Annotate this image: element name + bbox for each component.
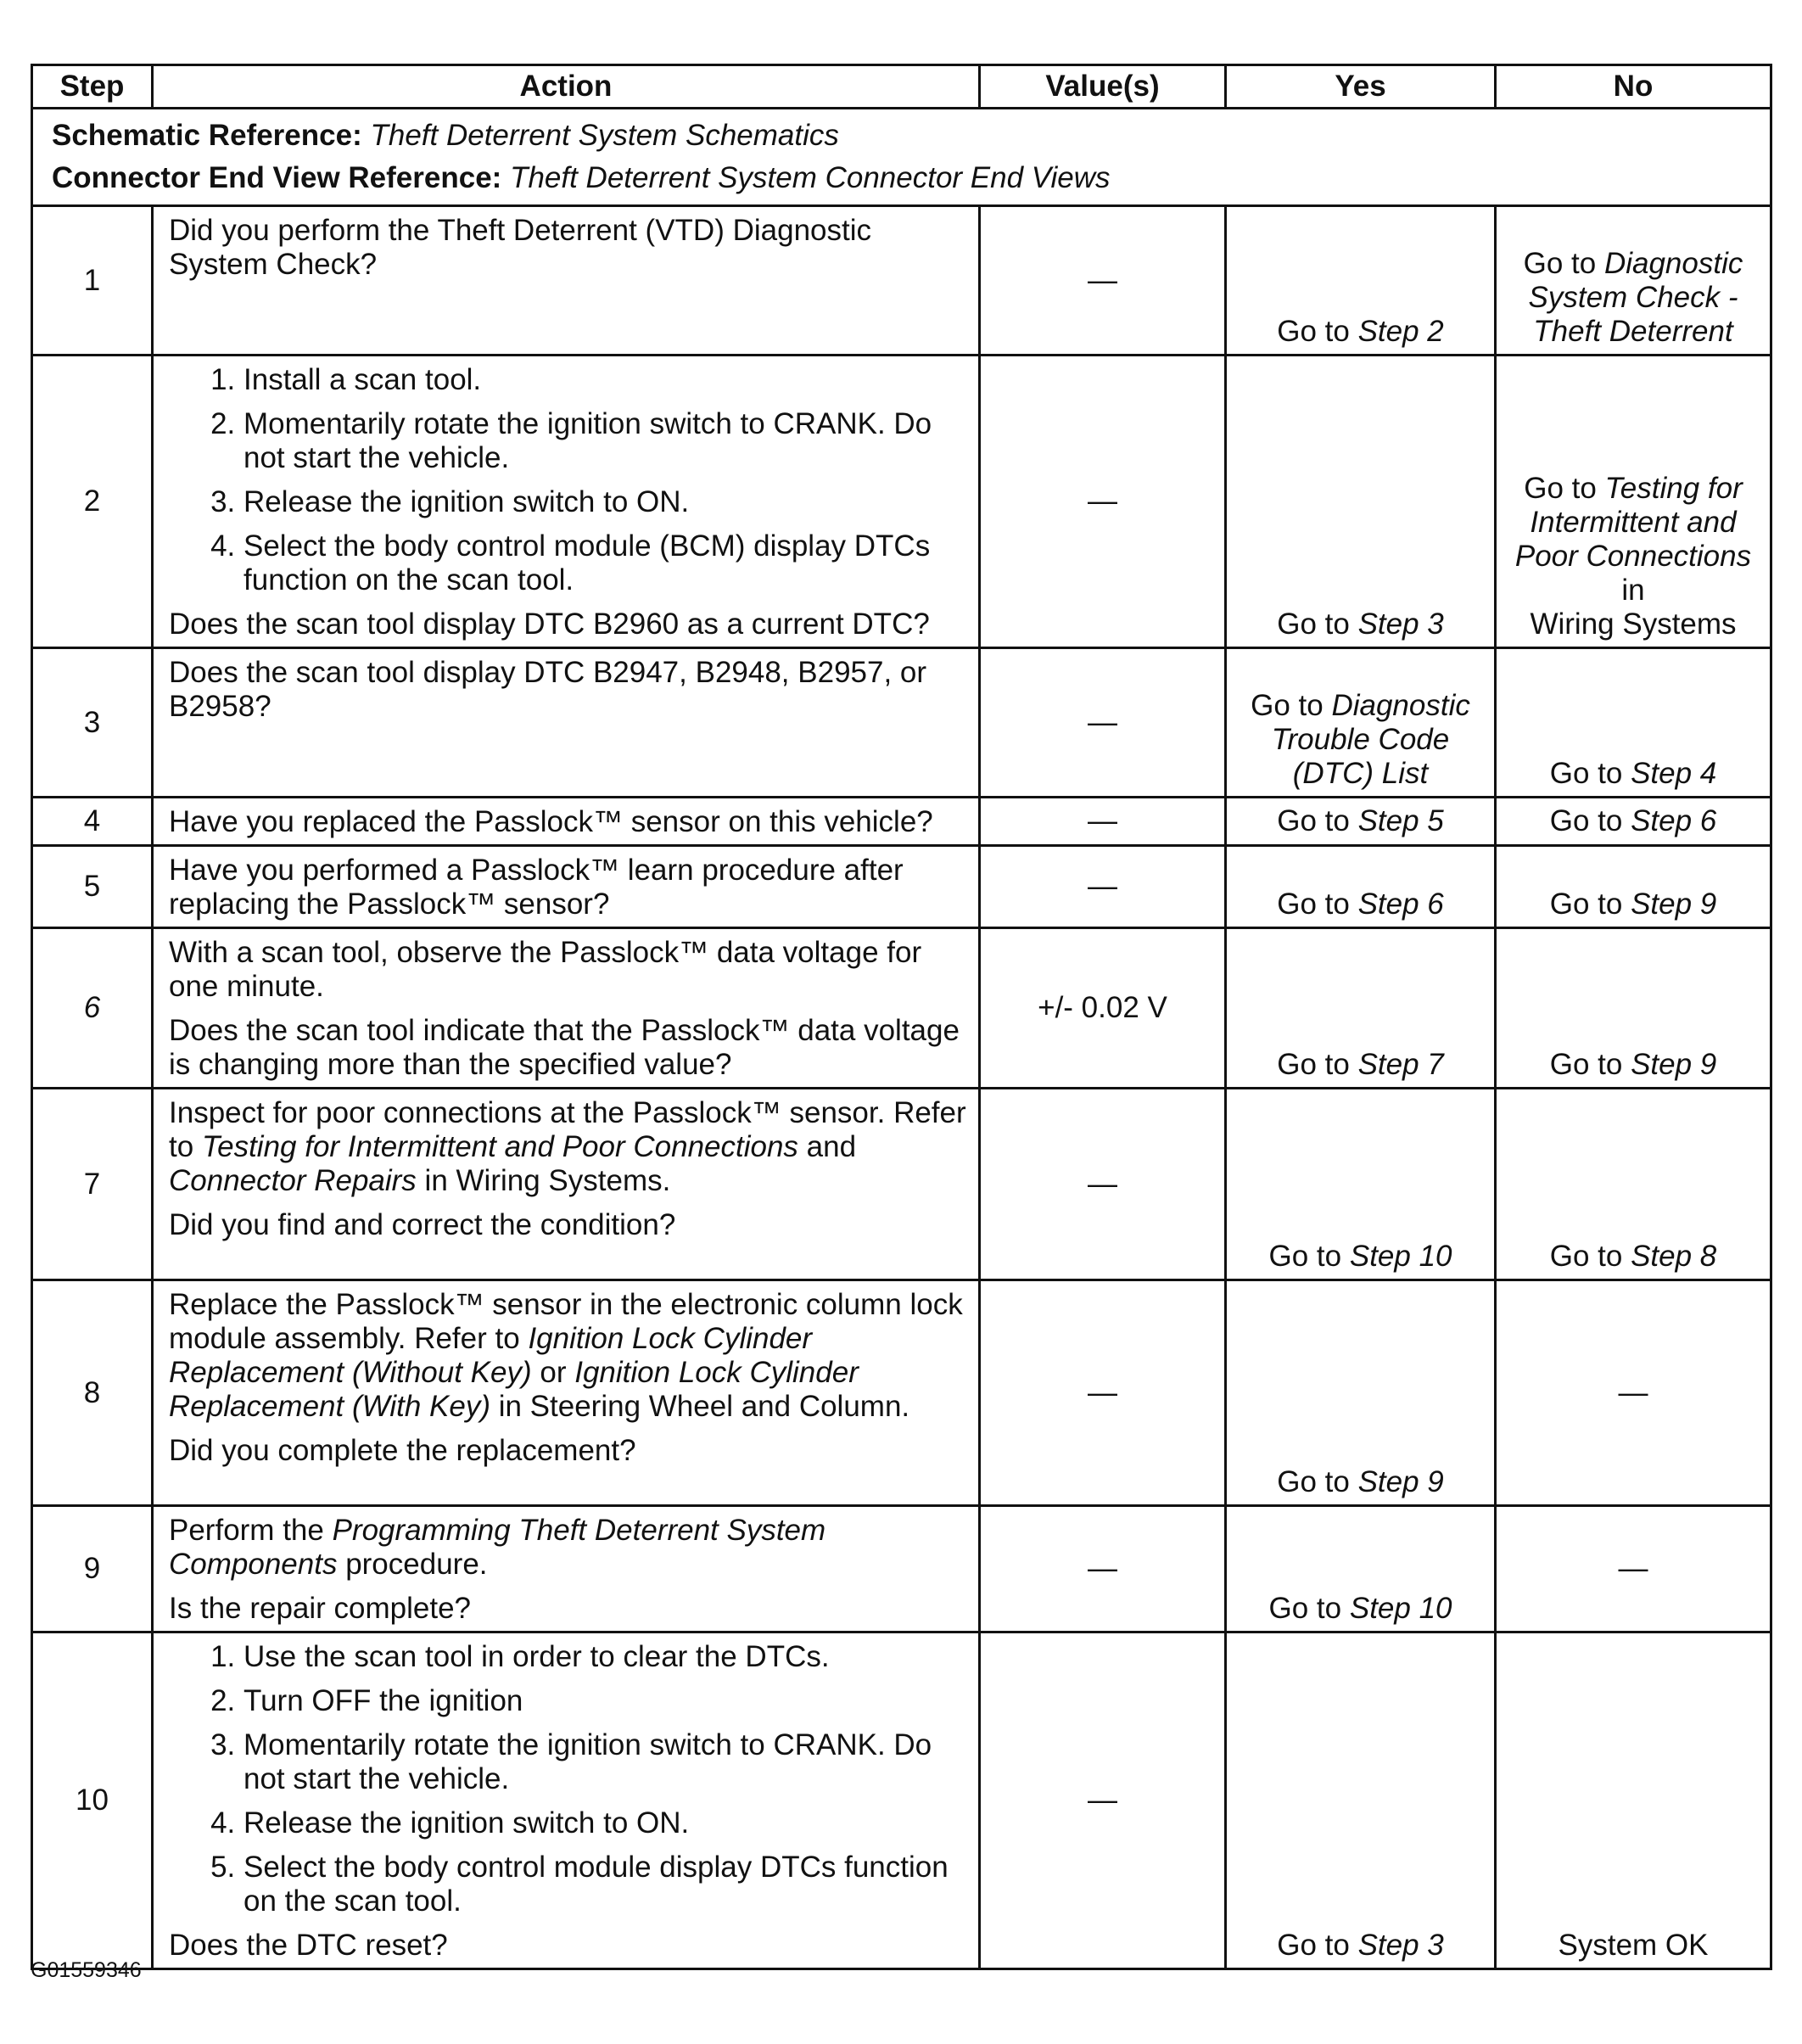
no-cell bbox=[1496, 798, 1771, 846]
action-text-part: Inspect for poor connections at the Passlock™ sensor. Refer to bbox=[169, 1096, 966, 1163]
yes-cell bbox=[1226, 648, 1496, 798]
yes-link[interactable]: Step 2 bbox=[1357, 315, 1444, 348]
step-value: +/- 0.02 V bbox=[980, 928, 1226, 1089]
step-action bbox=[153, 846, 980, 928]
action-ref-link[interactable]: Testing for Intermittent and Poor Connections bbox=[201, 1130, 798, 1163]
step-value: — bbox=[980, 1632, 1226, 1969]
step-value: — bbox=[980, 206, 1226, 356]
step-number: 5 bbox=[32, 846, 153, 928]
yes-prefix: Go to bbox=[1277, 804, 1350, 837]
reference-row bbox=[32, 109, 1771, 206]
step-action bbox=[153, 798, 980, 846]
action-list-item: 1. Install a scan tool. bbox=[243, 363, 966, 397]
action-ref-link[interactable]: Ignition Lock Cylinder Replacement (With Key) bbox=[169, 1356, 859, 1423]
step-action bbox=[153, 1280, 980, 1506]
action-text-part: or bbox=[540, 1356, 567, 1389]
action-text bbox=[169, 1288, 966, 1424]
yes-prefix: Go to bbox=[1277, 1048, 1350, 1081]
no-cell bbox=[1496, 356, 1771, 648]
step-action bbox=[153, 356, 980, 648]
diagnostic-table-container bbox=[31, 64, 1770, 1970]
action-list-item: 3. Momentarily rotate the ignition switch to CRANK. Do not start the vehicle. bbox=[243, 1728, 966, 1796]
table-row bbox=[32, 1632, 1771, 1969]
yes-link[interactable]: Step 10 bbox=[1349, 1240, 1452, 1273]
yes-prefix: Go to bbox=[1277, 888, 1350, 921]
step-number: 3 bbox=[32, 648, 153, 798]
no-prefix: Go to bbox=[1549, 1048, 1623, 1081]
yes-prefix: Go to bbox=[1277, 1465, 1350, 1498]
schematic-reference-link[interactable]: Theft Deterrent System Schematics bbox=[370, 119, 839, 152]
table-row bbox=[32, 1506, 1771, 1632]
schematic-reference-label: Schematic Reference: bbox=[52, 119, 362, 152]
yes-prefix: Go to bbox=[1277, 315, 1350, 348]
connector-reference-label: Connector End View Reference: bbox=[52, 161, 502, 194]
yes-prefix: Go to bbox=[1277, 1929, 1350, 1962]
step-value: — bbox=[980, 1089, 1226, 1280]
yes-link[interactable]: Step 6 bbox=[1357, 888, 1444, 921]
table-row bbox=[32, 846, 1771, 928]
header-step: Step bbox=[32, 65, 153, 109]
action-list bbox=[169, 363, 966, 597]
no-link[interactable]: Step 4 bbox=[1631, 757, 1717, 790]
header-action: Action bbox=[153, 65, 980, 109]
no-cell bbox=[1496, 1089, 1771, 1280]
no-cell bbox=[1496, 648, 1771, 798]
action-list-item: 4. Select the body control module (BCM) display DTCs function on the scan tool. bbox=[243, 529, 966, 597]
step-number: 7 bbox=[32, 1089, 153, 1280]
no-cell: — bbox=[1496, 1280, 1771, 1506]
yes-cell bbox=[1226, 206, 1496, 356]
yes-link[interactable]: Step 3 bbox=[1357, 1929, 1444, 1962]
step-value: — bbox=[980, 798, 1226, 846]
no-prefix: Go to bbox=[1524, 472, 1597, 505]
action-list-item: 2. Turn OFF the ignition bbox=[243, 1684, 966, 1718]
no-link[interactable]: Step 9 bbox=[1631, 1048, 1717, 1081]
yes-cell bbox=[1226, 1506, 1496, 1632]
no-cell: — bbox=[1496, 1506, 1771, 1632]
action-question: Does the scan tool indicate that the Passlock™ data voltage is changing more than the specified value? bbox=[169, 1014, 960, 1081]
action-text: With a scan tool, observe the Passlock™ data voltage for one minute. bbox=[169, 936, 922, 1003]
step-number: 4 bbox=[32, 798, 153, 846]
no-cell bbox=[1496, 928, 1771, 1089]
header-row bbox=[32, 65, 1771, 109]
connector-reference-link[interactable]: Theft Deterrent System Connector End Views bbox=[510, 161, 1111, 194]
no-cell bbox=[1496, 846, 1771, 928]
yes-link[interactable]: Step 3 bbox=[1357, 608, 1444, 641]
action-text bbox=[169, 1096, 966, 1198]
yes-link[interactable]: Step 7 bbox=[1357, 1048, 1444, 1081]
yes-prefix: Go to bbox=[1268, 1240, 1342, 1273]
action-question: Is the repair complete? bbox=[169, 1592, 472, 1625]
step-value: — bbox=[980, 1506, 1226, 1632]
no-prefix: Go to bbox=[1549, 804, 1623, 837]
action-text: Have you replaced the Passlock™ sensor on this vehicle? bbox=[169, 805, 933, 838]
header-values: Value(s) bbox=[980, 65, 1226, 109]
step-value: — bbox=[980, 846, 1226, 928]
step-action bbox=[153, 1632, 980, 1969]
action-text: Does the scan tool display DTC B2947, B2948, B2957, or B2958? bbox=[169, 656, 927, 723]
no-prefix: Go to bbox=[1549, 1240, 1623, 1273]
step-number: 8 bbox=[32, 1280, 153, 1506]
action-ref-link[interactable]: Programming Theft Deterrent System Components bbox=[169, 1514, 826, 1581]
step-action bbox=[153, 928, 980, 1089]
step-action bbox=[153, 648, 980, 798]
step-number: 9 bbox=[32, 1506, 153, 1632]
step-value: — bbox=[980, 1280, 1226, 1506]
action-text-part: in Steering Wheel and Column. bbox=[498, 1390, 910, 1423]
reference-cell bbox=[32, 109, 1771, 206]
yes-link[interactable]: Diagnostic Trouble Code (DTC) List bbox=[1271, 689, 1470, 790]
no-suffix-wiring: Wiring Systems bbox=[1530, 608, 1737, 641]
no-cell bbox=[1496, 206, 1771, 356]
step-action bbox=[153, 1506, 980, 1632]
step-number: 2 bbox=[32, 356, 153, 648]
figure-code: G01559346 bbox=[31, 1958, 142, 1982]
table-row bbox=[32, 928, 1771, 1089]
table-row bbox=[32, 648, 1771, 798]
action-question: Did you complete the replacement? bbox=[169, 1434, 636, 1467]
table-row bbox=[32, 1089, 1771, 1280]
action-text-part: Perform the bbox=[169, 1514, 324, 1547]
step-number: 10 bbox=[32, 1632, 153, 1969]
no-prefix: Go to bbox=[1549, 757, 1623, 790]
no-cell: System OK bbox=[1496, 1632, 1771, 1969]
action-text-part: procedure. bbox=[345, 1548, 488, 1581]
action-text-part: Replace the Passlock™ sensor in the electronic column lock module assembly. Refer to bbox=[169, 1288, 963, 1355]
no-link[interactable]: Step 9 bbox=[1631, 888, 1717, 921]
no-link[interactable]: Diagnostic System Check - Theft Deterrent bbox=[1528, 247, 1743, 348]
schematic-reference bbox=[52, 115, 1751, 157]
diagnostic-table bbox=[31, 64, 1772, 1970]
yes-prefix: Go to bbox=[1268, 1592, 1342, 1625]
yes-link[interactable]: Step 9 bbox=[1357, 1465, 1444, 1498]
step-number: 6 bbox=[32, 928, 153, 1089]
header-no: No bbox=[1496, 65, 1771, 109]
yes-cell bbox=[1226, 1632, 1496, 1969]
action-text: Did you perform the Theft Deterrent (VTD) Diagnostic System Check? bbox=[169, 214, 872, 281]
no-prefix: Go to bbox=[1549, 888, 1623, 921]
yes-link[interactable]: Step 10 bbox=[1349, 1592, 1452, 1625]
yes-link[interactable]: Step 5 bbox=[1357, 804, 1444, 837]
header-yes: Yes bbox=[1226, 65, 1496, 109]
table-row bbox=[32, 1280, 1771, 1506]
table-row bbox=[32, 798, 1771, 846]
no-suffix-in: in bbox=[1621, 574, 1645, 607]
action-text-part: in Wiring Systems. bbox=[424, 1164, 671, 1197]
action-text: Have you performed a Passlock™ learn procedure after replacing the Passlock™ sensor? bbox=[169, 854, 904, 921]
yes-cell bbox=[1226, 798, 1496, 846]
no-link[interactable]: Testing for Intermittent and Poor Connections bbox=[1514, 472, 1752, 573]
action-list-item: 1. Use the scan tool in order to clear the DTCs. bbox=[243, 1640, 966, 1674]
no-prefix: Go to bbox=[1523, 247, 1597, 280]
table-row bbox=[32, 356, 1771, 648]
action-ref-link[interactable]: Ignition Lock Cylinder Replacement (Without Key) bbox=[169, 1322, 813, 1389]
action-list-item: 5. Select the body control module display DTCs function on the scan tool. bbox=[243, 1851, 966, 1918]
step-value: — bbox=[980, 356, 1226, 648]
action-list-item: 2. Momentarily rotate the ignition switch to CRANK. Do not start the vehicle. bbox=[243, 407, 966, 475]
step-value: — bbox=[980, 648, 1226, 798]
action-question: Does the scan tool display DTC B2960 as a current DTC? bbox=[169, 608, 930, 641]
action-question: Did you find and correct the condition? bbox=[169, 1208, 676, 1241]
no-link[interactable]: Step 6 bbox=[1631, 804, 1717, 837]
action-text bbox=[169, 1514, 966, 1582]
action-list-item: 4. Release the ignition switch to ON. bbox=[243, 1806, 966, 1840]
action-list-item: 3. Release the ignition switch to ON. bbox=[243, 485, 966, 519]
table-row bbox=[32, 206, 1771, 356]
action-question: Does the DTC reset? bbox=[169, 1929, 448, 1962]
yes-cell bbox=[1226, 928, 1496, 1089]
action-text-part: and bbox=[806, 1130, 857, 1163]
step-action bbox=[153, 1089, 980, 1280]
no-link[interactable]: Step 8 bbox=[1631, 1240, 1717, 1273]
yes-cell bbox=[1226, 1280, 1496, 1506]
yes-prefix: Go to bbox=[1277, 608, 1350, 641]
yes-prefix: Go to bbox=[1251, 689, 1324, 722]
step-number: 1 bbox=[32, 206, 153, 356]
action-list bbox=[169, 1640, 966, 1918]
yes-cell bbox=[1226, 846, 1496, 928]
yes-cell bbox=[1226, 1089, 1496, 1280]
connector-reference bbox=[52, 157, 1751, 199]
action-ref-link[interactable]: Connector Repairs bbox=[169, 1164, 417, 1197]
yes-cell bbox=[1226, 356, 1496, 648]
step-action bbox=[153, 206, 980, 356]
